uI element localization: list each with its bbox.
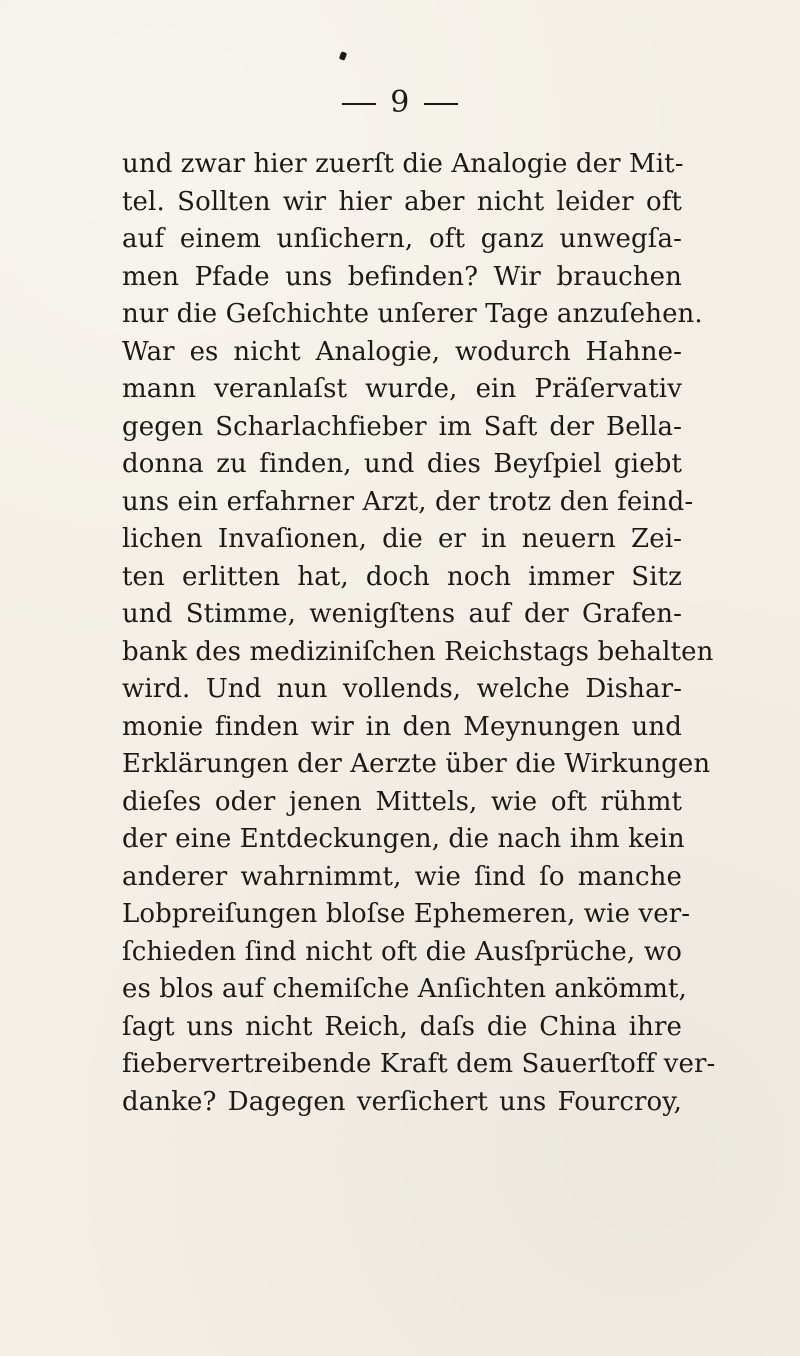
page-number: 9 [390,85,410,120]
text-line: es blos auf chemiſche Anſichten ankömmt, [122,974,687,1004]
text-line: der eine Entdeckungen, die nach ihm kein [122,824,685,854]
text-line: gegen Scharlachfieber im Saft der Bella- [122,411,682,442]
text-line: ten erlitten hat, doch noch immer Sitz [122,561,682,592]
text-line: danke? Dagegen verſichert uns Fourcroy, [122,1086,682,1117]
text-line: anderer wahrnimmt, wie ſind ſo manche [122,861,682,892]
text-line: und zwar hier zuerſt die Analogie der Mit- [122,149,684,179]
header-dash-right [424,103,458,105]
text-line: ſchieden ſind nicht oft die Ausſprüche, wo [122,936,682,967]
text-line: auf einem unſichern, oft ganz unwegſa- [122,224,682,254]
page-header [0,86,800,120]
text-line: mann veranlaſst wurde, ein Präſervativ [122,374,682,404]
text-line: tel. Sollten wir hier aber nicht leider oft [122,186,682,217]
text-line: nur die Geſchichte unſerer Tage anzuſehen. [122,299,703,329]
text-line: uns ein erfahrner Arzt, der trotz den feind- [122,486,694,517]
text-line: Erklärungen der Aerzte über die Wirkungen [122,749,711,779]
text-line: ſagt uns nicht Reich, daſs die China ihre [122,1011,682,1042]
text-line: War es nicht Analogie, wodurch Hahne- [122,336,682,367]
body-text [122,146,716,1121]
text-line: Lobpreiſungen bloſse Ephemeren, wie ver- [122,899,691,929]
text-line: men Pfade uns befinden? Wir brauchen [122,261,682,292]
text-line: und Stimme, wenigſtens auf der Grafen- [122,599,682,629]
text-line: lichen Invaſionen, die er in neuern Zei- [122,524,682,554]
text-line: wird. Und nun vollends, welche Dishar- [122,674,682,704]
text-line: bank des mediziniſchen Reichstags behalten [122,636,714,667]
text-line: dieſes oder jenen Mittels, wie oft rühmt [122,786,682,817]
header-dash-left [342,103,376,105]
text-line: donna zu finden, und dies Beyſpiel giebt [122,449,682,479]
text-line: monie finden wir in den Meynungen und [122,711,682,742]
text-line: fiebervertreibende Kraft dem Sauerſtoff ver- [122,1049,716,1079]
ink-speck [339,51,347,61]
